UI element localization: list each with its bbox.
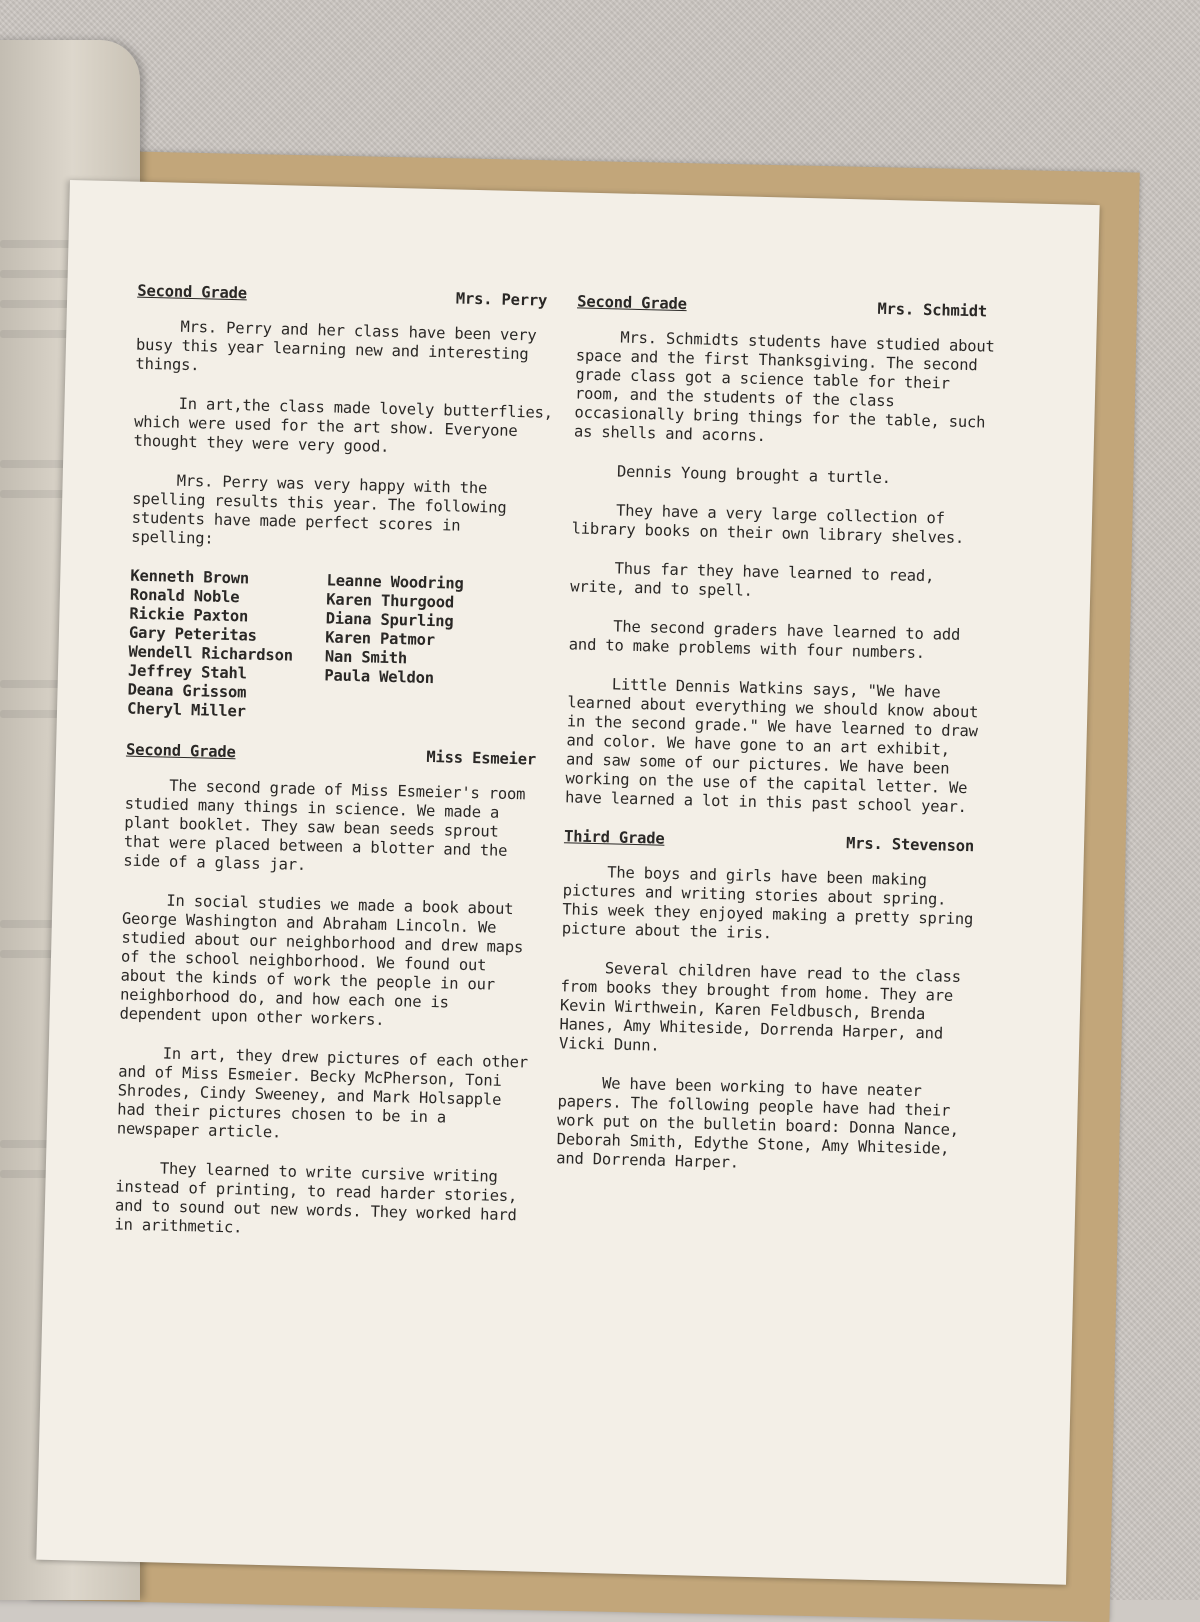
paragraph: In art, they drew pictures of each other and of Miss Esmeier. Becky McPherson, Toni Shrodes, Cindy Sweeney, and Mark Holsapple had their pictures chosen to be in a newspaper article. <box>116 1044 529 1142</box>
paragraph: The second graders have learned to add and to make problems with four numbers. <box>568 617 961 663</box>
right-column <box>556 292 998 1198</box>
student-name: Rickie Paxton <box>129 604 249 626</box>
grade-title: Second Grade <box>125 740 236 762</box>
student-name: Karen Patmor <box>325 628 436 650</box>
section-heading <box>564 827 984 856</box>
teacher-name: Mrs. Stevenson <box>845 834 975 856</box>
paragraph: In art,the class made lovely butterflies, which were used for the art show. Everyone thought they were very good. <box>133 394 554 456</box>
section-heading <box>126 741 546 770</box>
paragraph: Several children have read to the class from books they brought from home. They are Kevin Wirthwein, Karen Feldbusch, Brenda Hanes, Amy Whiteside, Dorrenda Harper, and Vicki Dunn. <box>558 959 962 1055</box>
student-name: Leanne Woodring <box>326 571 464 593</box>
paragraph: The second grade of Miss Esmeier's room studied many things in science. We made a plant booklet. They saw bean seeds sprout that were placed between a blotter and the side of a glass jar. <box>123 776 526 874</box>
student-name: Gary Peteritas <box>128 623 258 645</box>
paragraph: Mrs. Perry was very happy with the spelling results this year. The following students have made perfect scores in spelling: <box>131 471 507 548</box>
student-name: Kenneth Brown <box>130 566 250 588</box>
section-mrs-perry <box>127 282 558 729</box>
left-column <box>114 282 558 1265</box>
spelling-names-list <box>127 567 551 729</box>
section-mrs-schmidt <box>565 292 997 817</box>
paragraph: Thus far they have learned to read, write, and to spell. <box>570 559 935 600</box>
grade-title: Second Grade <box>137 281 248 303</box>
newsletter-page <box>36 180 1099 1585</box>
paragraph: Little Dennis Watkins says, "We have learned about everything we should know about in the second grade." We have learned to draw and color. We have gone to an art exhibit, and saw some of our pictures. We have been working on the use of the capital letter. We have learned a lot in this past school year. <box>564 675 979 817</box>
student-name: Paula Weldon <box>324 666 435 688</box>
student-name: Ronald Noble <box>129 585 240 607</box>
paragraph: The boys and girls have been making pictures and writing stories about spring. This week they enjoyed making a pretty spring picture about the iris. <box>561 863 974 943</box>
section-miss-esmeier <box>114 741 546 1245</box>
names-column-1 <box>127 567 295 723</box>
section-heading <box>577 292 997 321</box>
paragraph: Mrs. Perry and her class have been very busy this year learning new and interesting things. <box>135 317 537 375</box>
paragraph: We have been working to have neater papers. The following people have had their work put on the bulletin board: Donna Nance, Deborah Smith, Edythe Stone, Amy Whiteside, and Dorrenda Harper. <box>556 1074 960 1172</box>
paragraph: In social studies we made a book about George Washington and Abraham Lincoln. We studied about our neighborhood and drew maps of the school neighborhood. We found out about the kinds of work the people in our neighborhood do, and how each one is dependent upon other workers. <box>119 891 524 1029</box>
student-name: Diana Spurling <box>325 609 454 631</box>
teacher-name: Miss Esmeier <box>426 747 537 769</box>
student-name: Jeffrey Stahl <box>127 661 247 683</box>
grade-title: Third Grade <box>563 827 665 848</box>
student-name: Karen Thurgood <box>325 590 455 612</box>
student-name: Nan Smith <box>324 647 408 668</box>
names-column-2 <box>323 571 464 726</box>
teacher-name: Mrs. Perry <box>455 289 548 310</box>
paragraph: They learned to write cursive writing instead of printing, to read harder stories, and to sound out new words. They worked hard in arithmetic. <box>114 1159 518 1237</box>
student-name: Cheryl Miller <box>126 699 247 721</box>
grade-title: Second Grade <box>576 292 687 314</box>
student-name: Wendell Richardson <box>128 642 294 665</box>
section-mrs-stevenson <box>556 827 984 1178</box>
student-name: Deana Grissom <box>127 680 247 702</box>
paragraph: Dennis Young brought a turtle. <box>616 462 892 488</box>
paragraph: Mrs. Schmidts students have studied about space and the first Thanksgiving. The second grade class got a science table for their room, and the students of the class occasionally bring things for the table, such as shells and acorns. <box>573 328 995 446</box>
teacher-name: Mrs. Schmidt <box>877 299 988 321</box>
paragraph: They have a very large collection of library books on their own library shelves. <box>571 501 965 547</box>
section-heading <box>137 282 557 311</box>
